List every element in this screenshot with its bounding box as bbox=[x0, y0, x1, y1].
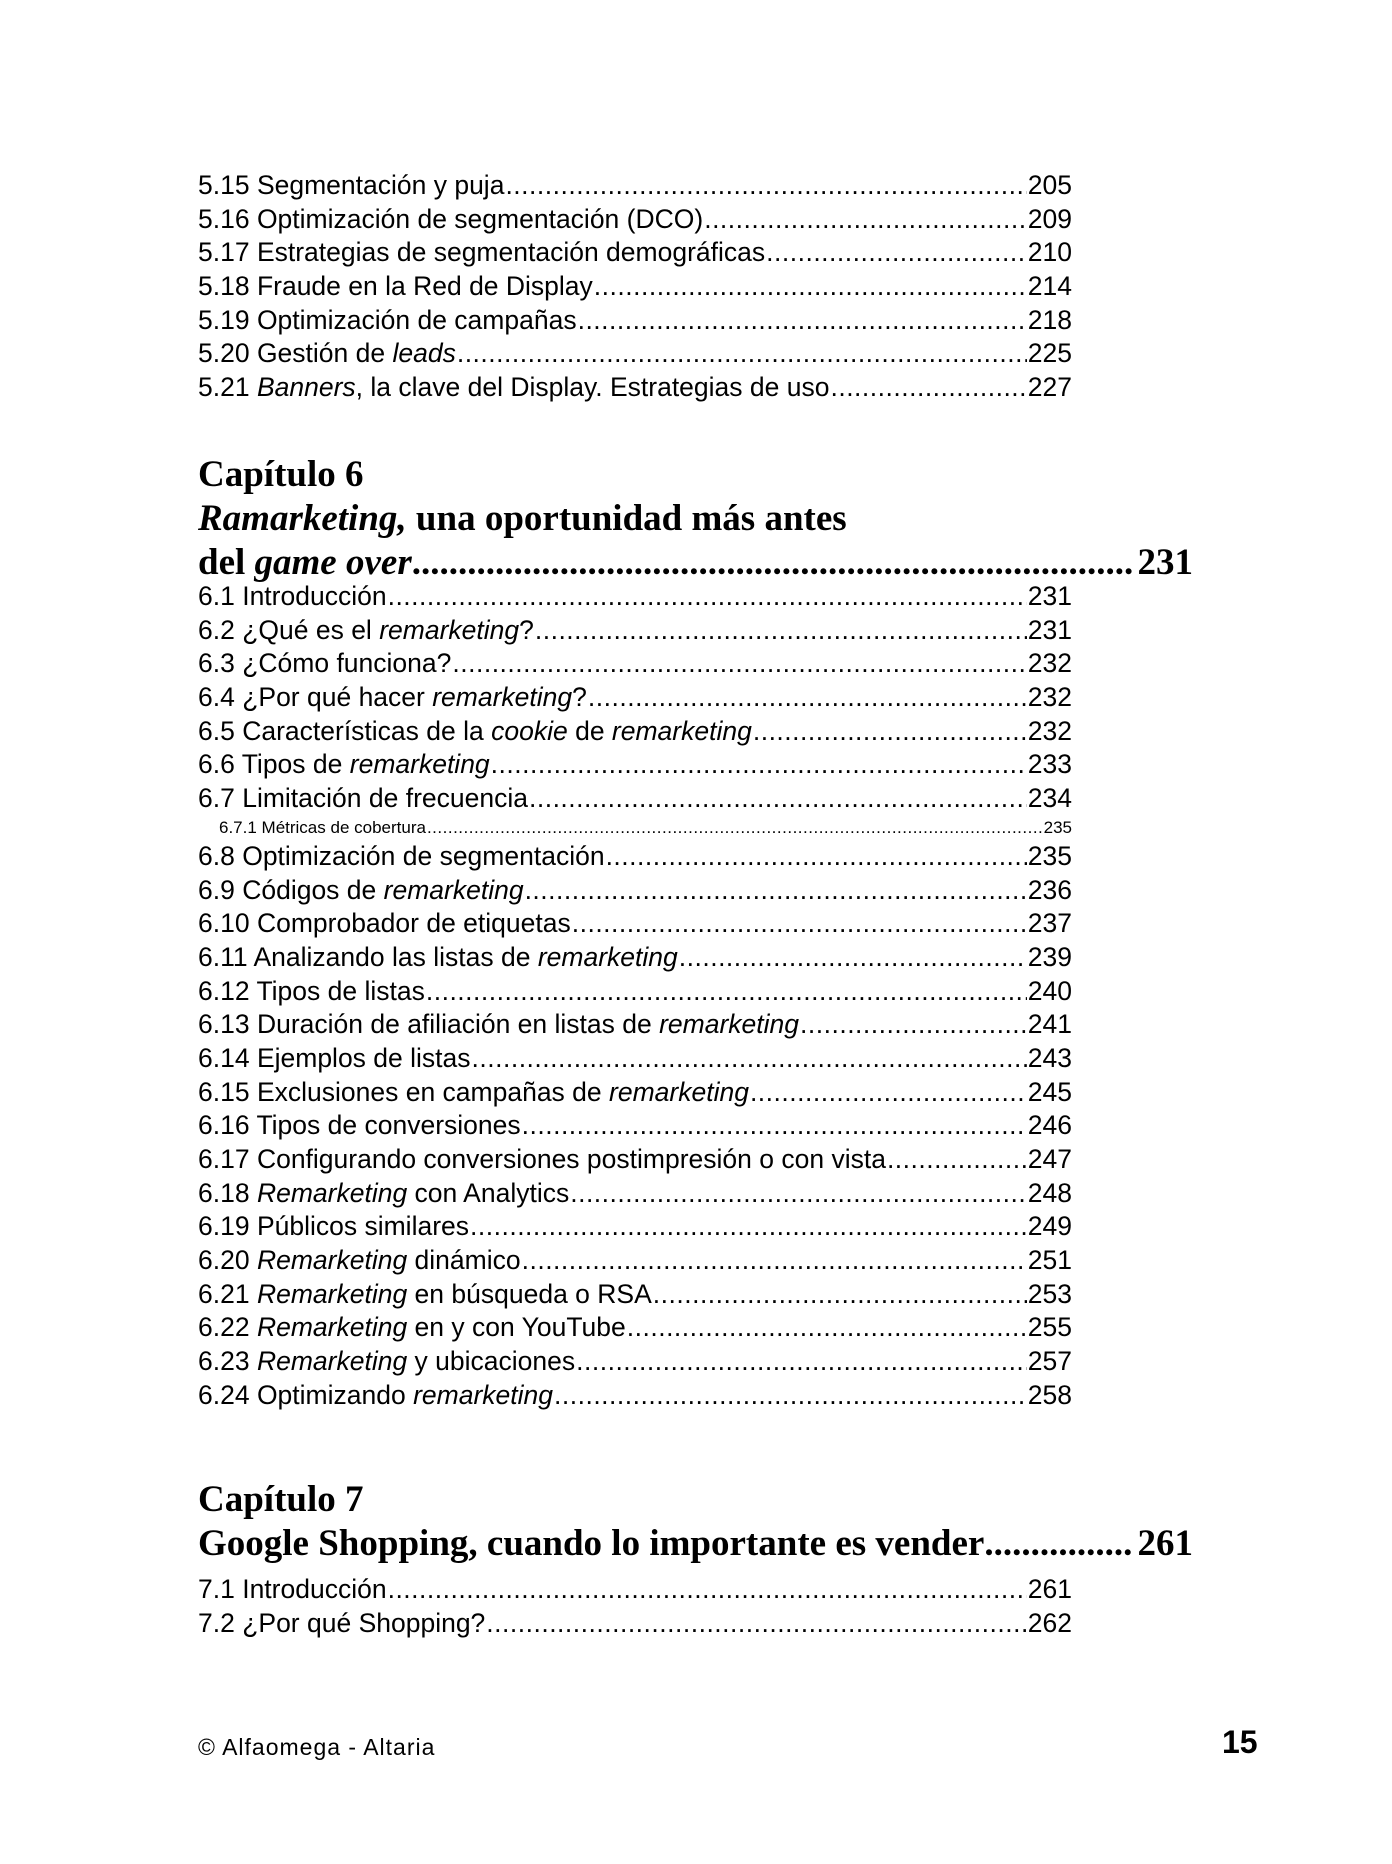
toc-entry-title bbox=[198, 304, 577, 338]
toc-entry-title-text: 6.1 Introducción bbox=[198, 581, 387, 611]
toc-entry-title-text: ? bbox=[519, 614, 534, 645]
dot-leader bbox=[588, 681, 1027, 715]
toc-entry-title bbox=[198, 1177, 569, 1211]
toc-entry-title-italic: leads bbox=[392, 338, 456, 369]
toc-section-5-tail bbox=[198, 169, 1072, 405]
toc-entry-page: 245 bbox=[1027, 1076, 1072, 1107]
chapter-6-page: 231 bbox=[1137, 542, 1193, 583]
toc-entry-title bbox=[198, 1311, 626, 1345]
toc-entry-title-italic: remarketing bbox=[413, 1379, 553, 1410]
dot-leader bbox=[535, 614, 1027, 648]
toc-entry-title bbox=[198, 681, 587, 715]
toc-entry-title-text: 5.21 bbox=[198, 372, 257, 403]
toc-entry-title-text: 6.4 ¿Por qué hacer bbox=[198, 682, 433, 713]
toc-entry-title-text: 6.14 Ejemplos de listas bbox=[198, 1042, 471, 1073]
toc-entry-page: 234 bbox=[1027, 783, 1072, 814]
toc-entry-title-text: 5.20 Gestión de bbox=[198, 338, 393, 369]
toc-entry bbox=[198, 1607, 1072, 1641]
chapter-7-label: Capítulo 7 bbox=[198, 1479, 364, 1520]
toc-entry bbox=[198, 169, 1072, 203]
toc-subentry bbox=[198, 816, 1072, 840]
toc-entry-page: 261 bbox=[1027, 1574, 1072, 1604]
dot-leader bbox=[576, 1345, 1027, 1379]
toc-entry bbox=[198, 1008, 1072, 1042]
dot-leader bbox=[491, 748, 1027, 782]
toc-entry-title-text: 6.3 ¿Cómo funciona? bbox=[198, 648, 452, 679]
footer-page-number: 15 bbox=[1222, 1724, 1258, 1760]
dot-leader bbox=[426, 975, 1027, 1009]
toc-entry bbox=[198, 1042, 1072, 1076]
toc-entry-title-text: 5.17 Estrategias de segmentación demográficas bbox=[198, 237, 766, 268]
chapter-6-title-line2-pre: del bbox=[198, 542, 255, 583]
toc-entry-title-text: 6.7.1 Métricas de cobertura bbox=[219, 817, 426, 837]
chapter-6-title-line2-italic: game over bbox=[254, 542, 412, 583]
toc-entry-title-text: 6.15 Exclusiones en campañas de bbox=[198, 1076, 610, 1107]
toc-entry bbox=[198, 203, 1072, 237]
chapter-7-heading bbox=[198, 1478, 1198, 1566]
toc-entry-title-text: 6.7 Limitación de frecuencia bbox=[198, 783, 528, 814]
toc-entry-title bbox=[198, 1278, 652, 1312]
toc-entry-page: 237 bbox=[1027, 908, 1072, 939]
toc-entry-title-italic: Remarketing bbox=[256, 1346, 408, 1377]
toc-entry-title-italic: remarketing bbox=[537, 941, 678, 972]
toc-entry bbox=[198, 748, 1072, 782]
toc-entry-title-text: 5.19 Optimización de campañas bbox=[198, 304, 577, 335]
toc-entry bbox=[198, 270, 1072, 304]
chapter-6-title-line-1 bbox=[198, 497, 1198, 541]
toc-entry bbox=[198, 1573, 1072, 1607]
toc-entry-title bbox=[198, 236, 765, 270]
toc-entry-title-text: 7.1 Introducción bbox=[198, 1574, 387, 1604]
toc-entry bbox=[198, 1210, 1072, 1244]
toc-entry-title bbox=[198, 748, 490, 782]
dot-leader bbox=[412, 541, 1134, 585]
toc-entry bbox=[198, 647, 1072, 681]
toc-entry-page: 236 bbox=[1027, 874, 1072, 905]
toc-entry-page: 227 bbox=[1027, 372, 1072, 403]
dot-leader bbox=[388, 580, 1027, 614]
toc-entry-title-text: 6.8 Optimización de segmentación bbox=[198, 840, 605, 871]
toc-entry-title-italic: Remarketing bbox=[256, 1177, 408, 1208]
toc-entry-title bbox=[198, 270, 593, 304]
toc-entry bbox=[198, 1076, 1072, 1110]
toc-entry-title-italic: Remarketing bbox=[256, 1278, 408, 1309]
toc-entry-page: 247 bbox=[1027, 1144, 1072, 1174]
dot-leader bbox=[653, 1278, 1027, 1312]
chapter-6-title-line-2 bbox=[198, 541, 1193, 585]
toc-entry-title-text: 6.13 Duración de afiliación en listas de bbox=[198, 1009, 660, 1040]
toc-entry bbox=[198, 840, 1072, 874]
toc-entry-title-text: 6.18 bbox=[198, 1177, 257, 1208]
dot-leader bbox=[472, 1042, 1027, 1076]
dot-leader bbox=[627, 1311, 1027, 1345]
toc-entry-title bbox=[198, 941, 678, 975]
toc-entry-page: 210 bbox=[1027, 237, 1072, 268]
toc-entry-title-text: 6.12 Tipos de listas bbox=[198, 975, 425, 1006]
toc-entry-title-text: 6.6 Tipos de bbox=[198, 749, 350, 780]
toc-entry-title-italic: Remarketing bbox=[256, 1245, 408, 1276]
toc-entry-title-text: 5.18 Fraude en la Red de Display bbox=[198, 271, 593, 302]
toc-entry-title-text: 6.19 Públicos similares bbox=[198, 1211, 470, 1242]
dot-leader bbox=[766, 236, 1027, 270]
chapter-7-title-line bbox=[198, 1522, 1193, 1566]
toc-entry-title bbox=[198, 580, 387, 614]
toc-entry-page: 241 bbox=[1027, 1009, 1072, 1040]
toc-entry-page: 232 bbox=[1027, 682, 1072, 713]
toc-entry-title-italic: cookie bbox=[491, 715, 568, 746]
chapter-7-title: Google Shopping, cuando lo importante es vender bbox=[198, 1523, 985, 1564]
toc-entry-title-text: 6.22 bbox=[198, 1312, 257, 1343]
dot-leader bbox=[505, 169, 1026, 203]
toc-entry bbox=[198, 337, 1072, 371]
dot-leader bbox=[704, 203, 1027, 237]
toc-entry-page: 255 bbox=[1027, 1312, 1072, 1343]
toc-entry-title bbox=[198, 647, 451, 681]
toc-entry-title-text: con Analytics bbox=[407, 1177, 570, 1208]
toc-entry-title-text: 6.17 Configurando conversiones postimpresión o con vista bbox=[198, 1144, 886, 1174]
toc-entry bbox=[198, 1345, 1072, 1379]
toc-entry-title bbox=[198, 1210, 469, 1244]
toc-entry-page: 262 bbox=[1027, 1607, 1072, 1638]
toc-entry-page: 209 bbox=[1027, 203, 1072, 234]
toc-entry-title-italic: remarketing bbox=[432, 682, 573, 713]
dot-leader bbox=[606, 840, 1027, 874]
toc-entry-title bbox=[198, 782, 528, 816]
dot-leader bbox=[679, 941, 1027, 975]
toc-section-7 bbox=[198, 1573, 1072, 1640]
toc-entry-page: 251 bbox=[1027, 1245, 1072, 1276]
toc-entry-page: 231 bbox=[1027, 614, 1072, 645]
dot-leader bbox=[594, 270, 1027, 304]
toc-entry-title-italic: remarketing bbox=[659, 1009, 800, 1040]
toc-entry-page: 205 bbox=[1027, 170, 1072, 200]
toc-entry-page: 232 bbox=[1027, 715, 1072, 746]
footer-copyright: © Alfaomega - Altaria bbox=[198, 1734, 436, 1760]
toc-entry-title-text: , la clave del Display. Estrategias de uso bbox=[355, 372, 830, 403]
toc-entry-page: 240 bbox=[1027, 975, 1072, 1006]
toc-entry-title bbox=[198, 840, 605, 874]
dot-leader bbox=[388, 1573, 1027, 1607]
toc-entry bbox=[198, 1143, 1072, 1177]
toc-entry-page: 257 bbox=[1027, 1346, 1072, 1377]
toc-entry-title-text: 6.21 bbox=[198, 1278, 257, 1309]
chapter-6-label: Capítulo 6 bbox=[198, 454, 364, 495]
toc-entry bbox=[198, 941, 1072, 975]
toc-entry-title-italic: remarketing bbox=[349, 749, 490, 780]
dot-leader bbox=[457, 337, 1027, 371]
toc-entry-title bbox=[198, 715, 752, 749]
toc-entry-title bbox=[198, 874, 524, 908]
toc-entry bbox=[198, 1177, 1072, 1211]
toc-entry-title bbox=[198, 1042, 471, 1076]
dot-leader bbox=[470, 1210, 1027, 1244]
dot-leader bbox=[554, 1379, 1027, 1413]
toc-entry-title bbox=[198, 1607, 485, 1641]
toc-entry-title-text: de bbox=[567, 715, 612, 746]
toc-entry-title-text: 6.11 Analizando las listas de bbox=[198, 941, 538, 972]
toc-entry bbox=[198, 975, 1072, 1009]
toc-entry-page: 258 bbox=[1027, 1379, 1072, 1410]
toc-entry-title-italic: Banners bbox=[256, 372, 356, 403]
toc-entry-page: 218 bbox=[1027, 304, 1072, 335]
toc-entry bbox=[198, 681, 1072, 715]
dot-leader bbox=[578, 304, 1027, 338]
toc-entry bbox=[198, 236, 1072, 270]
toc-entry-title-italic: remarketing bbox=[609, 1076, 749, 1107]
dot-leader bbox=[572, 907, 1027, 941]
toc-entry-title-italic: Remarketing bbox=[256, 1312, 408, 1343]
toc-entry-page: 214 bbox=[1027, 271, 1072, 302]
toc-entry-title bbox=[198, 337, 456, 371]
toc-entry-title bbox=[198, 1573, 387, 1607]
toc-entry bbox=[198, 715, 1072, 749]
toc-entry-page: 235 bbox=[1043, 817, 1072, 837]
toc-entry-title bbox=[198, 1109, 521, 1143]
toc-entry-page: 235 bbox=[1027, 840, 1072, 871]
toc-entry-title bbox=[198, 1076, 749, 1110]
toc-entry bbox=[198, 1278, 1072, 1312]
toc-entry-title-italic: remarketing bbox=[379, 614, 520, 645]
toc-entry-page: 253 bbox=[1027, 1278, 1072, 1309]
dot-leader bbox=[984, 1522, 1133, 1566]
toc-entry bbox=[198, 304, 1072, 338]
toc-entry-page: 243 bbox=[1027, 1042, 1072, 1073]
dot-leader bbox=[522, 1244, 1027, 1278]
toc-entry bbox=[198, 1109, 1072, 1143]
toc-entry-title bbox=[198, 1143, 886, 1177]
dot-leader bbox=[486, 1607, 1026, 1641]
toc-entry-title bbox=[198, 169, 504, 203]
toc-entry-title bbox=[198, 371, 829, 405]
chapter-6-heading bbox=[198, 453, 1198, 585]
toc-entry-title-text: en búsqueda o RSA bbox=[407, 1278, 652, 1309]
toc-entry bbox=[198, 782, 1072, 816]
dot-leader bbox=[800, 1008, 1027, 1042]
toc-entry-title-text: 6.24 Optimizando bbox=[198, 1379, 414, 1410]
toc-entry-title-text: en y con YouTube bbox=[407, 1312, 626, 1343]
toc-entry-title-text: y ubicaciones bbox=[407, 1346, 576, 1377]
toc-entry bbox=[198, 371, 1072, 405]
toc-entry-title-text: 6.10 Comprobador de etiquetas bbox=[198, 908, 571, 939]
toc-entry-title-text: ? bbox=[572, 682, 587, 713]
toc-entry-page: 225 bbox=[1027, 338, 1072, 369]
toc-entry-page: 233 bbox=[1027, 749, 1072, 780]
toc-entry-title bbox=[198, 203, 703, 237]
toc-entry bbox=[198, 907, 1072, 941]
dot-leader bbox=[427, 816, 1043, 840]
toc-entry-title-text: dinámico bbox=[407, 1245, 521, 1276]
toc-entry-title-text: 6.23 bbox=[198, 1346, 257, 1377]
toc-entry-title-text: 6.5 Características de la bbox=[198, 715, 492, 746]
toc-entry bbox=[198, 1311, 1072, 1345]
toc-entry-title bbox=[198, 614, 534, 648]
dot-leader bbox=[887, 1143, 1027, 1177]
toc-section-6 bbox=[198, 580, 1072, 1413]
toc-entry bbox=[198, 874, 1072, 908]
chapter-7-page: 261 bbox=[1137, 1523, 1193, 1564]
toc-entry-title-text: 6.16 Tipos de conversiones bbox=[198, 1110, 521, 1141]
toc-entry-title bbox=[198, 907, 571, 941]
toc-entry-page: 248 bbox=[1027, 1177, 1072, 1208]
toc-entry-title bbox=[198, 1379, 553, 1413]
toc-entry-title bbox=[219, 816, 426, 840]
toc-entry-title-text: 5.15 Segmentación y puja bbox=[198, 170, 505, 200]
toc-entry-title-italic: remarketing bbox=[383, 874, 524, 905]
dot-leader bbox=[570, 1177, 1027, 1211]
chapter-6-title-italic: Ramarketing, bbox=[198, 498, 407, 539]
toc-entry-title-text: 7.2 ¿Por qué Shopping? bbox=[198, 1607, 486, 1638]
toc-entry-title bbox=[198, 975, 425, 1009]
dot-leader bbox=[753, 715, 1027, 749]
toc-entry-page: 232 bbox=[1027, 648, 1072, 679]
toc-entry-page: 239 bbox=[1027, 941, 1072, 972]
toc-entry bbox=[198, 614, 1072, 648]
toc-entry bbox=[198, 580, 1072, 614]
dot-leader bbox=[452, 647, 1026, 681]
toc-entry-title-italic: remarketing bbox=[611, 715, 752, 746]
toc-entry bbox=[198, 1244, 1072, 1278]
dot-leader bbox=[522, 1109, 1027, 1143]
toc-entry-title-text: 6.9 Códigos de bbox=[198, 874, 384, 905]
dot-leader bbox=[750, 1076, 1027, 1110]
toc-entry-page: 231 bbox=[1027, 581, 1072, 611]
chapter-6-title-rest: una oportunidad más antes bbox=[406, 498, 847, 539]
toc-entry-page: 246 bbox=[1027, 1110, 1072, 1141]
toc-entry-title-text: 5.16 Optimización de segmentación (DCO) bbox=[198, 203, 704, 234]
toc-entry bbox=[198, 1379, 1072, 1413]
toc-entry-title bbox=[198, 1345, 575, 1379]
toc-entry-title-text: 6.20 bbox=[198, 1245, 257, 1276]
toc-entry-title bbox=[198, 1244, 521, 1278]
toc-entry-title-text: 6.2 ¿Qué es el bbox=[198, 614, 380, 645]
dot-leader bbox=[525, 874, 1027, 908]
dot-leader bbox=[529, 782, 1027, 816]
toc-entry-page: 249 bbox=[1027, 1211, 1072, 1242]
toc-entry-title bbox=[198, 1008, 799, 1042]
dot-leader bbox=[830, 371, 1026, 405]
